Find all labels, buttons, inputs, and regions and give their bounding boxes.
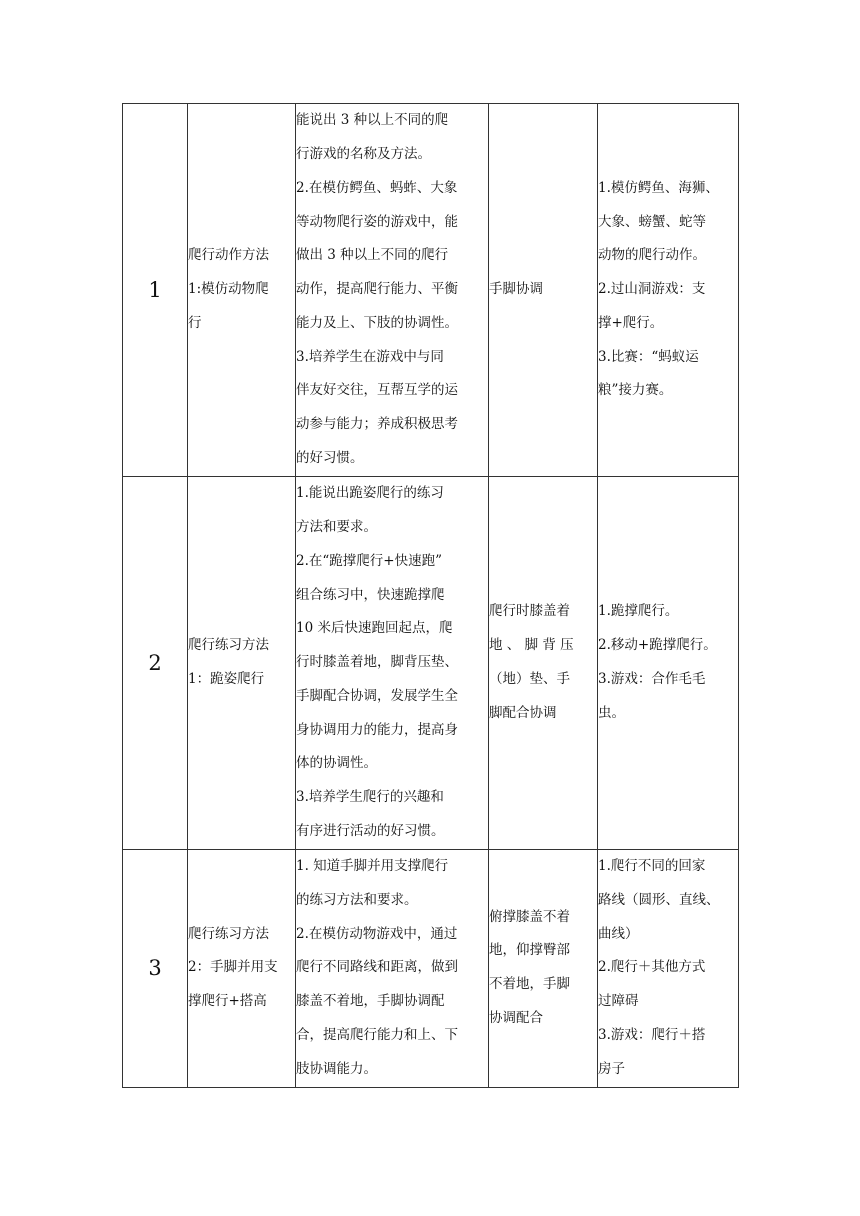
cell-line: 房子	[598, 1060, 625, 1077]
objectives-cell	[296, 850, 489, 1088]
cell-line: 行时膝盖着地，脚背压垫、	[296, 654, 458, 671]
cell-line: 合，提高爬行能力和上、下	[296, 1026, 458, 1043]
cell-line: 行游戏的名称及方法。	[296, 145, 431, 162]
activities-cell	[598, 104, 739, 477]
cell-line: 3.培养学生爬行的兴趣和	[296, 789, 444, 806]
cell-line: 有序进行活动的好习惯。	[296, 823, 445, 840]
table-row	[123, 850, 739, 1088]
cell-line: 动物的爬行动作。	[598, 247, 706, 264]
cell-line: 做出 3 种以上不同的爬行	[296, 247, 449, 264]
table-row	[123, 104, 739, 477]
cell-line: 地 、 脚 背 压	[489, 637, 574, 654]
cell-line: 身协调用力的能力，提高身	[296, 721, 458, 738]
cell-line: 等动物爬行姿的游戏中，能	[296, 213, 458, 230]
table-row	[123, 477, 739, 850]
cell-line: 1.爬行不同的回家	[598, 858, 706, 874]
cell-line: 体的协调性。	[296, 755, 377, 772]
cell-line: 撑爬行+搭高	[188, 993, 267, 1010]
cell-line: 协调配合	[489, 1010, 543, 1027]
cell-line: 1：跪姿爬行	[188, 671, 265, 687]
cell-line: 爬行不同路线和距离，做到	[296, 959, 458, 976]
cell-line: 2.移动+跪撑爬行。	[598, 637, 717, 654]
key-points-cell	[489, 104, 598, 477]
cell-line: 动作，提高爬行能力、平衡	[296, 281, 458, 298]
cell-line: 不着地，手脚	[489, 976, 570, 993]
cell-line: 1.模仿鳄鱼、海狮、	[598, 179, 719, 196]
cell-line: 路线（圆形、直线、	[598, 891, 720, 908]
cell-line: 2.在“跪撑爬行+快速跑”	[296, 552, 442, 569]
cell-line: 1.能说出跪姿爬行的练习	[296, 485, 444, 502]
cell-line: 组合练习中，快速跪撑爬	[296, 586, 445, 603]
cell-line: 地，仰撑臀部	[489, 942, 570, 959]
objectives-cell	[296, 477, 489, 850]
cell-line: 过障碍	[598, 993, 639, 1010]
cell-line: 手脚协调	[489, 281, 543, 298]
cell-line: 肢协调能力。	[296, 1060, 377, 1077]
cell-line: 1.跪撑爬行。	[598, 603, 679, 620]
cell-line: 行	[188, 314, 202, 331]
cell-line: 3.比赛：“蚂蚁运	[598, 348, 699, 365]
cell-line: 2.在模仿动物游戏中，通过	[296, 925, 458, 942]
lesson-number: 2	[123, 477, 188, 850]
cell-line: 手脚配合协调，发展学生全	[296, 687, 458, 704]
lesson-table	[122, 103, 739, 1088]
key-points-cell	[489, 477, 598, 850]
cell-line: 爬行动作方法	[188, 247, 269, 264]
cell-line: 2：手脚并用支	[188, 959, 278, 976]
cell-line: 爬行练习方法	[188, 637, 269, 654]
cell-line: 1:模仿动物爬	[188, 281, 269, 298]
key-points-cell	[489, 850, 598, 1088]
cell-line: 俯撑膝盖不着	[489, 908, 570, 925]
topic-cell	[188, 477, 296, 850]
cell-line: （地）垫、手	[489, 671, 570, 687]
cell-line: 10 米后快速跑回起点，爬	[296, 620, 453, 637]
activities-cell	[598, 850, 739, 1088]
objectives-cell	[296, 104, 489, 477]
cell-line: 粮”接力赛。	[598, 382, 673, 399]
cell-line: 的好习惯。	[296, 450, 364, 467]
cell-line: 2.在模仿鳄鱼、蚂蚱、大象	[296, 179, 458, 196]
cell-line: 动参与能力；养成积极思考	[296, 416, 458, 433]
cell-line: 伴友好交往，互帮互学的运	[296, 382, 458, 399]
cell-line: 1. 知道手脚并用支撑爬行	[296, 858, 449, 874]
lesson-number: 1	[123, 104, 188, 477]
cell-line: 撑+爬行。	[598, 314, 664, 331]
cell-line: 能力及上、下肢的协调性。	[296, 314, 458, 331]
cell-line: 爬行练习方法	[188, 925, 269, 942]
cell-line: 爬行时膝盖着	[489, 603, 570, 620]
cell-line: 2.爬行＋其他方式	[598, 959, 706, 976]
cell-line: 膝盖不着地，手脚协调配	[296, 993, 445, 1010]
cell-line: 的练习方法和要求。	[296, 891, 418, 908]
lesson-number: 3	[123, 850, 188, 1088]
cell-line: 3.培养学生在游戏中与同	[296, 348, 444, 365]
cell-line: 能说出 3 种以上不同的爬	[296, 112, 449, 129]
topic-cell	[188, 104, 296, 477]
cell-line: 曲线）	[598, 925, 639, 942]
cell-line: 3.游戏：爬行＋搭	[598, 1026, 706, 1043]
cell-line: 脚配合协调	[489, 704, 557, 721]
cell-line: 3.游戏：合作毛毛	[598, 671, 706, 687]
cell-line: 大象、螃蟹、蛇等	[598, 213, 706, 230]
topic-cell	[188, 850, 296, 1088]
cell-line: 2.过山洞游戏：支	[598, 281, 706, 298]
activities-cell	[598, 477, 739, 850]
cell-line: 方法和要求。	[296, 518, 377, 535]
cell-line: 虫。	[598, 704, 625, 721]
